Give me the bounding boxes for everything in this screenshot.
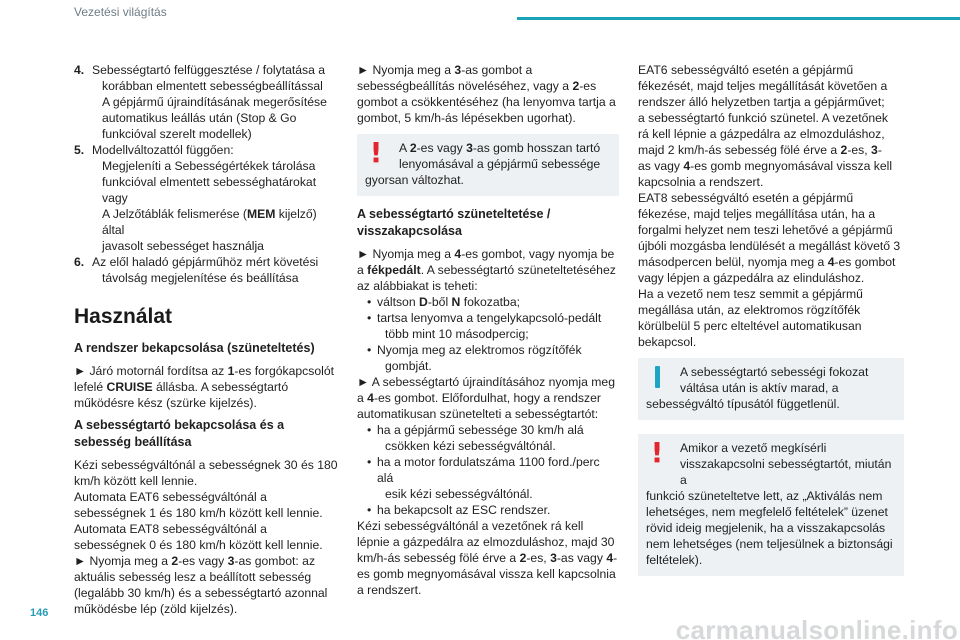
watermark: carmanualsonline.info [675, 615, 958, 640]
warning-note: ! A 2-es vagy 3-as gomb hosszan tartó lenyomásával a gépjármű sebessége gyorsan változhat. [357, 134, 619, 196]
info-icon [648, 366, 666, 388]
warning-note: ! Amikor a vezető megkísérli visszakapcsolni sebességtartót, miután a funkció szüneteltetve lett, az „Aktiválás nem lehetséges, nem megfelelő feltételek” üzenet rövid ideig megjelenik, ha a visszakapcsolás nem lehetséges (nem teljesülnek a biztonsági feltételek). [638, 434, 904, 576]
column-3 [638, 62, 904, 586]
list-item-4 [74, 62, 340, 142]
text-line: korábban elmentett sebességbeállítással [102, 79, 323, 93]
exclamation-icon: ! [369, 136, 383, 169]
paragraph: ► A sebességtartó újraindításához nyomja meg a 4-es gombot. Előfordulhat, hogy a rendszer automatikusan szünetelteti a sebességtartót: [357, 375, 615, 421]
page-number: 146 [30, 607, 49, 619]
text-line: Megjeleníti a Sebességértékek tárolása [102, 159, 316, 173]
paragraph: Kézi sebességváltónál a sebességnek 30 és 180 km/h között kell lennie. Automata EAT6 sebességváltónál a sebességnek 1 és 180 km/h között kell lennie. Automata EAT8 sebességváltónál a sebességnek 0 és 180 km/h között kell lennie. ► Nyomja meg a 2-es vagy 3-as gombot: az aktuális sebesség lesz a beállított sebesség (legalább 30 km/h) és a sebességtartó azonnal működésbe lép (zöld kijelzés). [74, 458, 338, 616]
bullet-list [357, 294, 619, 374]
list-item: • váltson D-ből N fokozatba; [367, 295, 520, 309]
info-note: A sebességtartó sebességi fokozat váltása után is aktív marad, a sebességváltó típusától függetlenül. [638, 358, 904, 420]
paragraph: Ha a vezető nem tesz semmit a gépjármű megállása után, az elektromos rögzítőfék körülbelül 5 perc elteltével automatikusan bekapcsol. [638, 287, 863, 349]
text-line: távolság megjelenítése és beállítása [102, 271, 299, 285]
header-accent-bar [517, 17, 960, 20]
text-line: funkcióval szerelt modellek) [102, 127, 252, 141]
list-item: • ha a motor fordulatszáma 1100 ford./perc alá esik kézi sebességváltónál. [367, 455, 600, 501]
paragraph: ► Nyomja meg a 3-as gombot a sebességbeállítás növeléséhez, vagy a 2-es gombot a csökkentéséhez (ha lenyomva tartja a gombot, 5 km/h-ás lépésekben ugorhat). [357, 63, 616, 125]
text-line: automatikus leállás után (Stop & Go [102, 111, 297, 125]
text-line: Az elől haladó gépjárműhöz mért követési [92, 255, 319, 269]
text-line: javasolt sebességet használja [102, 239, 264, 253]
paragraph: Kézi sebességváltónál a vezetőnek rá kell lépnie a gázpedálra az elmozduláshoz, majd 30 km/h-ás sebesség fölé érve a 2-es, 3-as vagy 4- es gomb megnyomásával vissza kell kapcsolnia a rendszert. [357, 519, 618, 597]
text-line: vagy [102, 191, 128, 205]
list-item-5 [74, 142, 340, 254]
list-item-6 [74, 254, 340, 286]
paragraph: EAT8 sebességváltó esetén a gépjármű fékezése, majd teljes megállítása után, ha a forgalmi helyzet nem teszi lehetővé a gépjármű újbóli mozgásba lendülését a megállást követő 3 másodpercen belül, nyomja meg a 4-es gombot vagy lépjen a gázpedálra az elinduláshoz. [638, 191, 901, 285]
subheading-speed-setting: A sebességtartó bekapcsolása és a sebesség beállítása [74, 418, 285, 449]
list-item: • ha bekapcsolt az ESC rendszer. [367, 503, 551, 517]
paragraph: ► Járó motornál fordítsa az 1-es forgókapcsolót lefelé CRUISE állásba. A sebességtartó működésre kész (szürke kijelzés). [74, 364, 335, 410]
column-1 [74, 62, 340, 617]
header-title: Vezetési világítás [74, 5, 167, 19]
list-number: 4. [74, 63, 85, 77]
section-title: Használat [74, 305, 173, 328]
bullet-list [357, 422, 619, 518]
list-number: 6. [74, 255, 85, 269]
list-number: 5. [74, 143, 85, 157]
list-item: • Nyomja meg az elektromos rögzítőfék gombját. [367, 343, 582, 373]
text-line: Sebességtartó felfüggesztése / folytatása a [92, 63, 326, 77]
text-line: funkcióval elmentett sebességhatárokat [102, 175, 317, 189]
column-2 [357, 62, 619, 598]
paragraph: EAT6 sebességváltó esetén a gépjármű fékezését, majd teljes megállítását követően a rendszer álló helyzetben tartja a gépjárművet; a sebességtartó funkció szünetel. A vezetőnek rá kell lépnie a gázpedálra az elmozduláshoz, majd 2 km/h-ás sebesség fölé érve a 2-es, 3- as vagy 4-es gomb megnyomásával vissza kell kapcsolnia a rendszert. [638, 63, 893, 189]
text-line: Modellváltozattól függően: [92, 143, 234, 157]
exclamation-icon: ! [650, 436, 664, 469]
subheading-activation: A rendszer bekapcsolása (szüneteltetés) [74, 341, 315, 355]
subheading-pause: A sebességtartó szüneteltetése / visszakapcsolása [357, 207, 551, 238]
text-line: A Jelzőtáblák felismerése (MEM kijelző) által [102, 207, 317, 237]
list-item: • ha a gépjármű sebessége 30 km/h alá csökken kézi sebességváltónál. [367, 423, 584, 453]
text-line: A gépjármű újraindításának megerősítése [102, 95, 327, 109]
paragraph: ► Nyomja meg a 4-es gombot, vagy nyomja be a fékpedált. A sebességtartó szüneteltetéséhez az alábbiakat is teheti: [357, 247, 616, 293]
list-item: • tartsa lenyomva a tengelykapcsoló-pedált több mint 10 másodpercig; [367, 311, 602, 341]
